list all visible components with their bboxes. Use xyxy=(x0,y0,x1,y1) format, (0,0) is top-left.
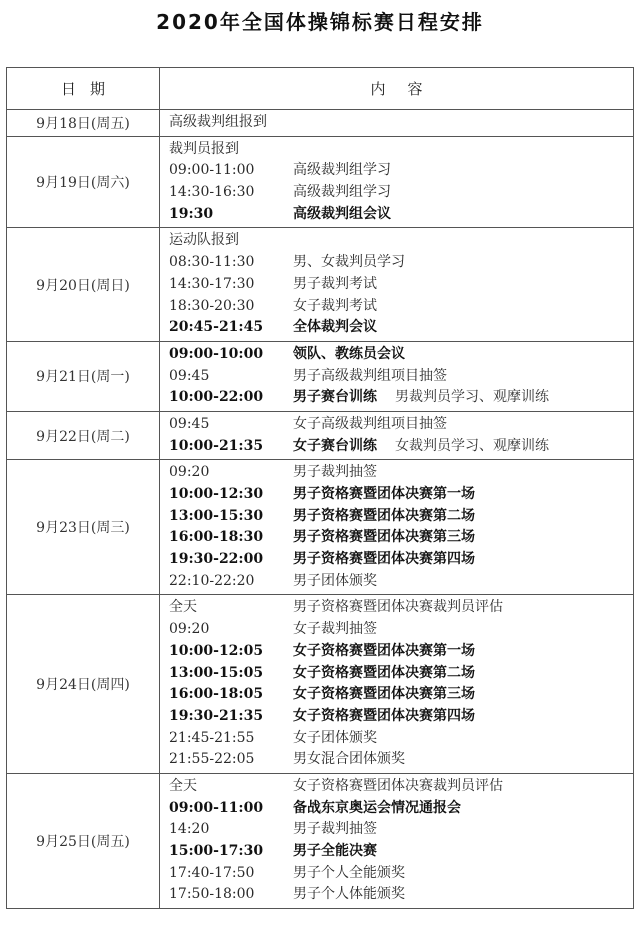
page-title: 2020年全国体操锦标赛日程安排 xyxy=(156,10,484,34)
schedule-item xyxy=(169,366,633,388)
item-time: 19:30 xyxy=(169,205,214,222)
schedule-item xyxy=(169,112,633,134)
schedule-body xyxy=(7,110,634,909)
schedule-item xyxy=(169,230,633,252)
item-description: 男子个人体能颁奖 xyxy=(293,886,405,903)
item-description: 女子资格赛暨团体决赛第三场 xyxy=(293,686,475,703)
item-description: 高级裁判组学习 xyxy=(293,162,391,179)
table-row xyxy=(7,595,634,774)
schedule-item xyxy=(169,597,633,619)
item-description: 男子赛台训练 xyxy=(293,389,377,406)
item-description: 女子资格赛暨团体决赛第一场 xyxy=(293,642,475,659)
content-cell xyxy=(160,228,634,341)
date-cell: 9月23日(周三) xyxy=(7,460,160,595)
table-row xyxy=(7,341,634,411)
date-cell: 9月20日(周日) xyxy=(7,228,160,341)
item-time: 22:10-22:20 xyxy=(169,572,255,589)
date-cell: 9月25日(周五) xyxy=(7,773,160,908)
content-cell xyxy=(160,773,634,908)
item-time: 09:00-10:00 xyxy=(169,345,264,362)
item-description: 领队、教练员会议 xyxy=(293,345,405,362)
item-description: 女子团体颁奖 xyxy=(293,729,377,746)
item-time: 09:20 xyxy=(169,464,210,481)
content-cell xyxy=(160,341,634,411)
item-description: 男子团体颁奖 xyxy=(293,572,377,589)
item-description: 备战东京奥运会情况通报会 xyxy=(293,799,461,816)
date-cell: 9月24日(周四) xyxy=(7,595,160,774)
schedule-item xyxy=(169,819,633,841)
table-row xyxy=(7,411,634,459)
item-time: 10:00-12:05 xyxy=(169,642,264,659)
schedule-item xyxy=(169,252,633,274)
item-description: 男子裁判抽签 xyxy=(293,821,377,838)
content-cell xyxy=(160,136,634,228)
table-row xyxy=(7,773,634,908)
item-description: 高级裁判组学习 xyxy=(293,184,391,201)
content-cell xyxy=(160,460,634,595)
item-time: 运动队报到 xyxy=(169,232,239,249)
schedule-item xyxy=(169,549,633,571)
item-description: 高级裁判组会议 xyxy=(293,205,391,222)
item-time: 09:20 xyxy=(169,621,210,638)
item-time: 全天 xyxy=(169,777,197,794)
item-time: 14:30-17:30 xyxy=(169,275,255,292)
item-description: 女子裁判抽签 xyxy=(293,621,377,638)
schedule-item xyxy=(169,619,633,641)
schedule-item xyxy=(169,884,633,906)
schedule-item xyxy=(169,274,633,296)
item-description: 男子资格赛暨团体决赛第三场 xyxy=(293,529,475,546)
item-time: 全天 xyxy=(169,599,197,616)
item-extra-note: 女裁判员学习、观摩训练 xyxy=(395,437,549,454)
item-description: 男子资格赛暨团体决赛第一场 xyxy=(293,486,475,502)
table-header-row xyxy=(7,68,634,110)
schedule-item xyxy=(169,798,633,820)
schedule-item xyxy=(169,863,633,885)
schedule-item xyxy=(169,841,633,863)
schedule-item xyxy=(169,571,633,593)
item-time: 10:00-12:30 xyxy=(169,486,264,502)
item-description: 女子资格赛暨团体决赛裁判员评估 xyxy=(293,777,503,794)
schedule-item xyxy=(169,160,633,182)
item-time: 16:00-18:30 xyxy=(169,529,264,546)
schedule-item xyxy=(169,684,633,706)
schedule-item xyxy=(169,387,633,409)
item-description: 男子资格赛暨团体决赛裁判员评估 xyxy=(293,599,503,616)
item-time: 17:40-17:50 xyxy=(169,864,255,881)
item-description: 男子裁判考试 xyxy=(293,275,377,292)
item-time: 裁判员报到 xyxy=(169,140,239,157)
content-cell xyxy=(160,411,634,459)
item-time: 17:50-18:00 xyxy=(169,886,255,903)
table-row xyxy=(7,460,634,595)
item-time: 09:45 xyxy=(169,415,210,432)
table-row xyxy=(7,228,634,341)
schedule-item xyxy=(169,706,633,728)
schedule-item xyxy=(169,344,633,366)
item-description: 女子赛台训练 xyxy=(293,437,377,454)
schedule-item xyxy=(169,749,633,771)
item-time: 14:30-16:30 xyxy=(169,184,255,201)
item-time: 18:30-20:30 xyxy=(169,297,255,314)
item-time: 09:00-11:00 xyxy=(169,162,255,179)
item-time: 10:00-22:00 xyxy=(169,389,264,406)
item-time: 13:00-15:05 xyxy=(169,664,264,681)
schedule-item xyxy=(169,436,633,458)
item-time: 14:20 xyxy=(169,821,210,838)
item-time: 10:00-21:35 xyxy=(169,437,264,454)
date-cell: 9月22日(周二) xyxy=(7,411,160,459)
item-time: 21:55-22:05 xyxy=(169,751,255,768)
item-description: 女子裁判考试 xyxy=(293,297,377,314)
date-cell: 9月18日(周五) xyxy=(7,110,160,137)
item-description: 女子资格赛暨团体决赛第四场 xyxy=(293,707,475,724)
date-cell: 9月21日(周一) xyxy=(7,341,160,411)
schedule-item xyxy=(169,728,633,750)
schedule-item xyxy=(169,641,633,663)
schedule-item xyxy=(169,414,633,436)
schedule-item xyxy=(169,182,633,204)
schedule-item xyxy=(169,527,633,549)
schedule-item xyxy=(169,204,633,226)
item-time: 20:45-21:45 xyxy=(169,319,264,336)
item-description: 女子资格赛暨团体决赛第二场 xyxy=(293,664,475,681)
schedule-item xyxy=(169,663,633,685)
item-time: 高级裁判组报到 xyxy=(169,114,267,130)
item-description: 男子全能决赛 xyxy=(293,843,377,859)
table-row xyxy=(7,136,634,228)
item-description: 男子裁判抽签 xyxy=(293,464,377,481)
date-cell: 9月19日(周六) xyxy=(7,136,160,228)
schedule-item xyxy=(169,317,633,339)
item-description: 男女混合团体颁奖 xyxy=(293,751,405,768)
item-description: 男子资格赛暨团体决赛第四场 xyxy=(293,551,475,568)
schedule-table xyxy=(6,67,634,909)
item-time: 13:00-15:30 xyxy=(169,507,264,524)
content-cell xyxy=(160,110,634,137)
item-time: 21:45-21:55 xyxy=(169,729,255,746)
item-description: 全体裁判会议 xyxy=(293,319,377,336)
item-description: 男子高级裁判组项目抽签 xyxy=(293,367,447,384)
item-time: 15:00-17:30 xyxy=(169,843,264,859)
item-description: 男子资格赛暨团体决赛第二场 xyxy=(293,507,475,524)
item-time: 19:30-22:00 xyxy=(169,551,264,568)
item-description: 女子高级裁判组项目抽签 xyxy=(293,415,447,432)
table-row xyxy=(7,110,634,137)
item-time: 09:45 xyxy=(169,367,210,384)
header-date: 日期 xyxy=(7,68,160,110)
schedule-item xyxy=(169,296,633,318)
item-time: 19:30-21:35 xyxy=(169,707,264,724)
header-content: 内容 xyxy=(160,68,634,110)
schedule-item xyxy=(169,139,633,161)
schedule-item xyxy=(169,776,633,798)
item-time: 16:00-18:05 xyxy=(169,686,264,703)
item-extra-note: 男裁判员学习、观摩训练 xyxy=(395,389,549,406)
item-description: 男子个人全能颁奖 xyxy=(293,864,405,881)
item-time: 09:00-11:00 xyxy=(169,799,264,816)
schedule-item xyxy=(169,484,633,506)
content-cell xyxy=(160,595,634,774)
item-description: 男、女裁判员学习 xyxy=(293,254,405,271)
schedule-item xyxy=(169,506,633,528)
item-time: 08:30-11:30 xyxy=(169,254,255,271)
schedule-item xyxy=(169,462,633,484)
